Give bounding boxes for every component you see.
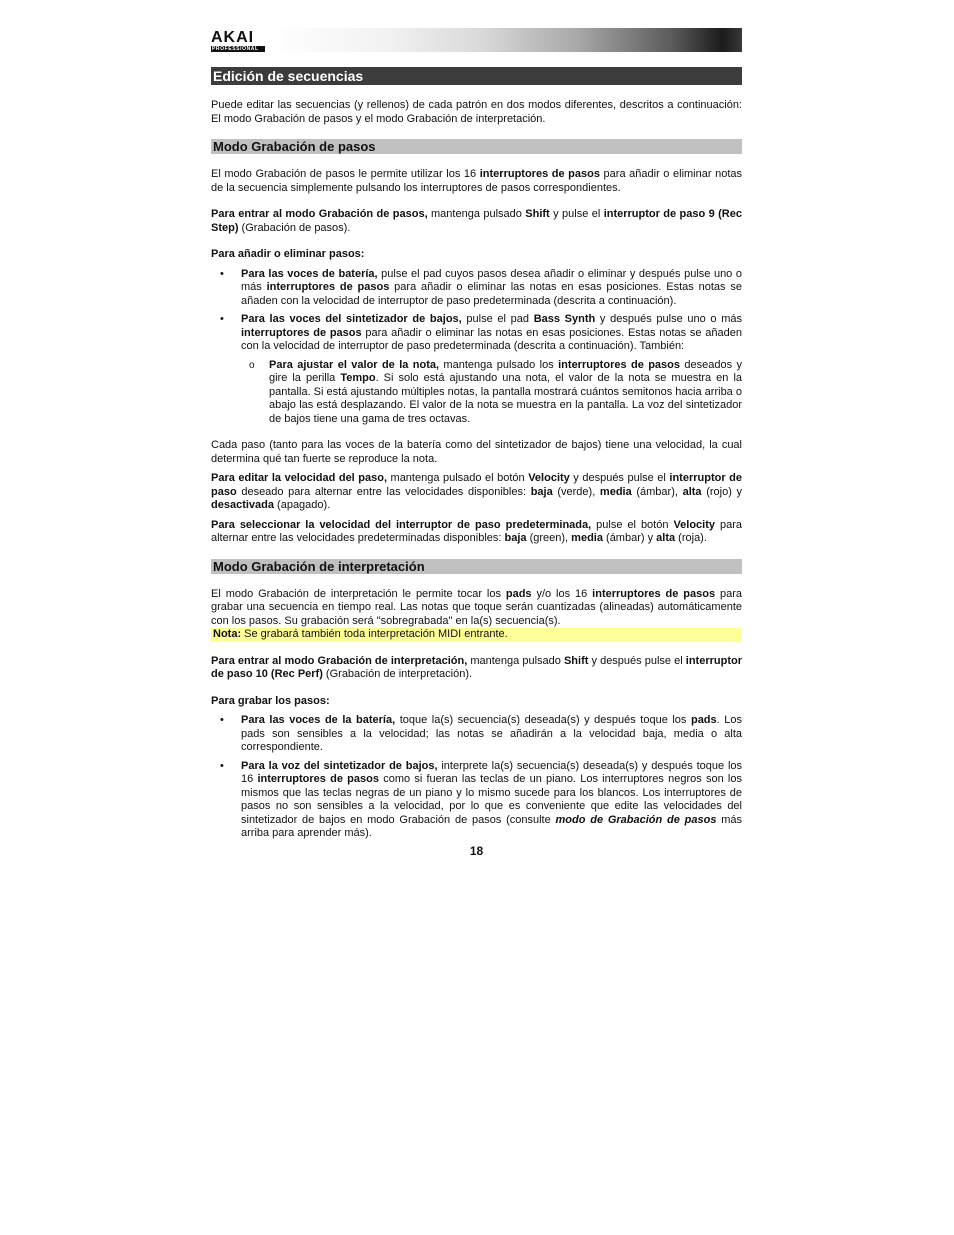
perf-record-heading: Modo Grabación de interpretación [211, 559, 742, 574]
logo-text: AKAI [211, 29, 255, 46]
step-p1: El modo Grabación de pasos le permite utilizar los 16 interruptores de pasos para añadir o eliminar notas de la secuencia simplemente pulsando los interruptores de pasos correspondientes. [211, 168, 742, 194]
step-p2: Para entrar al modo Grabación de pasos, mantenga pulsado Shift y pulse el interruptor de paso 9 (Rec Step) (Grabación de pasos). [211, 208, 742, 234]
step-record-heading: Modo Grabación de pasos [211, 139, 742, 154]
header-gradient-bar [269, 28, 742, 52]
list-item: • Para las voces de la batería, toque la(s) secuencia(s) deseada(s) y después toque los pads. Los pads son sensibles a la velocidad; las notas se añadirán a la velocidad baja, media o alta correspondiente. [211, 714, 742, 755]
perf-p1: El modo Grabación de interpretación le permite tocar los pads y/o los 16 interruptores de pasos para grabar una secuencia en tiempo real. Las notas que toque serán cuantizadas (alineadas) automáticamente con los pasos. Su grabación será "sobregrabada" en la(s) secuencia(s). [211, 587, 743, 627]
list-item: • Para las voces del sintetizador de bajos, pulse el pad Bass Synth y después pulse uno o más interruptores de pasos para añadir o eliminar las notas en esas posiciones. Estas notas se añaden con la velocidad de interruptor de paso predeterminada (descrita a continuación). También: o Para ajustar el valor de la nota, mantenga pulsado los interruptores de pasos deseados y gire la perilla Tempo. Si solo está ajustando una nota, el valor de la nota se muestra en la pantalla. Si está ajustando múltiples notas, la pantalla mostrará cuántos semitonos hacia arriba o abajo las está desplazando. El valor de la nota se muestra en la pantalla. La voz del sintetizador de bajos tiene una gama de tres octavas. [211, 313, 742, 426]
step-p5: Para seleccionar la velocidad del interruptor de paso predeterminada, pulse el botón Velocity para alternar entre las velocidades predeterminadas disponibles: baja (green), media (ámbar) y alta (roja). [211, 518, 742, 544]
section-title: Edición de secuencias [211, 67, 742, 85]
list-item: • Para las voces de batería, pulse el pad cuyos pasos desea añadir o eliminar y después pulse uno o más interruptores de pasos para añadir o eliminar las notas en esas posiciones. Estas notas se añaden con la velocidad de interruptor de paso predeterminada (descrita a continuación). [211, 268, 742, 309]
akai-logo [211, 31, 267, 50]
list-item: • Para la voz del sintetizador de bajos, interprete la(s) secuencia(s) deseada(s) y después toque los 16 interruptores de pasos como si fueran las teclas de un piano. Los interruptores negros son los mismos que las teclas negras de un piano y lo mismo sucede para los blancos. Los interruptores de pasos no son sensibles a la velocidad, por lo que es conveniente que edite las velocidades del sintetizador de bajos en modo Grabación de pasos (consulte modo de Grabación de pasos más arriba para aprender más). [211, 760, 742, 841]
page-number: 18 [469, 843, 484, 858]
step-list-heading: Para añadir o eliminar pasos: [211, 248, 365, 260]
step-p4: Para editar la velocidad del paso, mantenga pulsado el botón Velocity y después pulse el interruptor de paso deseado para alternar entre las velocidades disponibles: baja (verde), media (ámbar), alta (rojo) y desactivada (apagado). [211, 472, 743, 511]
page-header [211, 28, 742, 52]
perf-bullet-list [211, 714, 742, 841]
step-sub-list [241, 359, 742, 427]
note-callout: Nota: Se grabará también toda interpretación MIDI entrante. [211, 628, 742, 642]
perf-p2: Para entrar al modo Grabación de interpretación, mantenga pulsado Shift y después pulse el interruptor de paso 10 (Rec Perf) (Grabación de interpretación). [211, 654, 742, 680]
sub-list-item: o Para ajustar el valor de la nota, mantenga pulsado los interruptores de pasos deseados y gire la perilla Tempo. Si solo está ajustando una nota, el valor de la nota se muestra en la pantalla. Si está ajustando múltiples notas, la pantalla mostrará cuántos semitonos hacia arriba o abajo las está desplazando. El valor de la nota se muestra en la pantalla. La voz del sintetizador de bajos tiene una gama de tres octavas. [241, 359, 742, 427]
intro-paragraph: Puede editar las secuencias (y rellenos) de cada patrón en dos modos diferentes, descritos a continuación: El modo Grabación de pasos y el modo Grabación de interpretación. [211, 99, 742, 125]
step-p3: Cada paso (tanto para las voces de la batería como del sintetizador de bajos) tiene una velocidad, la cual determina qué tan fuerte se reproduce la nota. [211, 439, 742, 465]
step-bullet-list [211, 268, 742, 427]
manual-page [211, 28, 742, 858]
logo-subtext: PROFESSIONAL [211, 46, 265, 52]
perf-list-heading: Para grabar los pasos: [211, 694, 330, 707]
